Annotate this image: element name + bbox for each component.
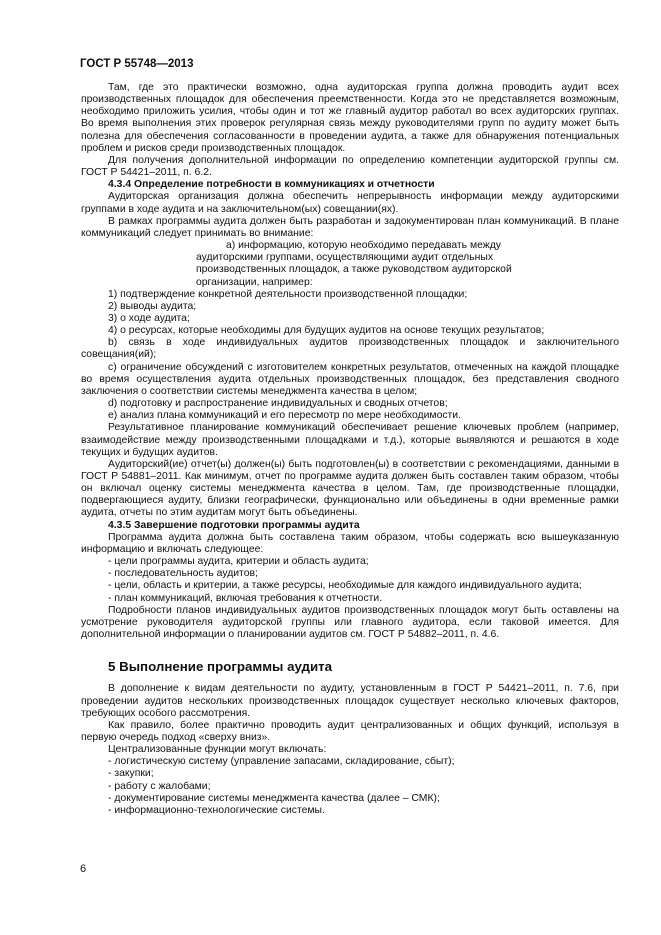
section-heading-5: 5 Выполнение программы аудита: [108, 659, 333, 675]
list-item: - цели программы аудита, критерии и область аудита;: [108, 556, 369, 568]
list-item: e) анализ плана коммуникаций и его пересмотр по мере необходимости.: [108, 410, 461, 422]
list-item: - закупки;: [108, 768, 154, 780]
document-body: [81, 82, 619, 817]
paragraph: Аудиторская организация должна обеспечить непрерывность информации между аудиторскими группами в ходе аудита и на заключительном(ых) совещании(ях).: [81, 191, 619, 215]
item-a-text: а) информацию, которую необходимо передавать между аудиторскими группами, осуществляющими аудит отдельных производственных площадок, а также руководством аудиторской организации, например:: [196, 240, 512, 288]
list-item: 2) выводы аудита;: [108, 300, 197, 312]
list-item: - информационно-технологические системы.: [108, 804, 325, 816]
paragraph-item-a: [196, 240, 524, 289]
list-item: 1) подтверждение конкретной деятельности производственной площадки;: [108, 288, 468, 300]
list-item: - работу с жалобами;: [108, 780, 211, 792]
list-item: d) подготовку и распространение индивидуальных и сводных отчетов;: [108, 398, 448, 410]
document-header: ГОСТ Р 55748—2013: [80, 58, 194, 70]
list-item: - логистическую систему (управление запасами, складирование, сбыт);: [108, 756, 455, 768]
list-item: c) ограничение обсуждений с изготовителем конкретных результатов, отмеченных на каждой площадке во время осуществления аудита отдельных производственных площадок, без представления сводного заключения о соответствии системы менеджмента качества в целом;: [81, 361, 619, 397]
list-item: - документирование системы менеджмента качества (далее – СМК);: [108, 792, 440, 804]
paragraph: В дополнение к видам деятельности по аудиту, установленным в ГОСТ Р 54421–2011, п. 7.6, при проведении аудитов нескольких производственных площадок существует несколько ключевых факторов, требующих особого рассмотрения.: [81, 683, 619, 719]
paragraph: Результативное планирование коммуникаций обеспечивает решение ключевых проблем (например, взаимодействие между производственными площадками и т.д.), которые выявляются и решаются в ходе текущих и будущих аудитов.: [81, 422, 619, 458]
paragraph: Там, где это практически возможно, одна аудиторская группа должна проводить аудит всех производственных площадок для обеспечения преемственности. Когда это не представляется возможным, необходимо приложить усилия, чтобы один и тот же главный аудитор работал во всех аудиторских группах. Во время выполнения этих проверок регулярная связь между руководителями групп по аудиту может быть полезна для обеспечения согласованности в проведении аудита, а также для обнаружения потенциальных проблем и рисков среди производственных площадок.: [81, 82, 619, 154]
list-item: 4) о ресурсах, которые необходимы для будущих аудитов на основе текущих результатов;: [108, 325, 545, 337]
list-item: - последовательность аудитов;: [108, 568, 258, 580]
paragraph: Программа аудита должна быть составлена таким образом, чтобы содержать всю вышеуказанную информацию и включать следующее:: [81, 531, 619, 555]
paragraph: Централизованные функции могут включать:: [108, 744, 327, 756]
subsection-heading-4-3-4: 4.3.4 Определение потребности в коммуникациях и отчетности: [108, 179, 435, 191]
page-number: 6: [80, 863, 87, 875]
paragraph: Для получения дополнительной информации по определению компетенции аудиторской группы см. ГОСТ Р 54421–2011, п. 6.2.: [81, 154, 619, 179]
subsection-heading-4-3-5: 4.3.5 Завершение подготовки программы аудита: [108, 519, 360, 531]
paragraph: В рамках программы аудита должен быть разработан и задокументирован план коммуникаций. В плане коммуникаций следует принимать во внимание:: [81, 215, 619, 239]
list-item: b) связь в ходе индивидуальных аудитов производственных площадок и заключительного совещания(ий);: [81, 337, 619, 361]
paragraph: Как правило, более практично проводить аудит централизованных и общих функций, используя в первую очередь подход «сверху вниз».: [81, 719, 619, 743]
list-item: 3) о ходе аудита;: [108, 312, 190, 324]
list-item: - план коммуникаций, включая требования к отчетности.: [108, 592, 383, 604]
list-item: - цели, область и критерии, а также ресурсы, необходимые для каждого индивидуального аудита;: [108, 580, 582, 592]
paragraph: Подробности планов индивидуальных аудитов производственных площадок могут быть оставлены на усмотрение руководителя аудиторской группы или главного аудитора, если таковой имеется. Для дополнительной информации о планировании аудитов см. ГОСТ Р 54882–2011, п. 4.6.: [81, 604, 619, 641]
paragraph: Аудиторский(ие) отчет(ы) должен(ы) быть подготовлен(ы) в соответствии с рекомендациями, данными в ГОСТ Р 54881–2011. Как минимум, отчет по программе аудита должен быть составлен таким образом, чтобы он включал оценку системы менеджмента качества в целом. Там, где производственные площадки, подвергающиеся аудиту, близки географически, функционально или объединены в одни временные рамки аудита, отчеты по этим аудитам могут быть объединены.: [81, 458, 619, 519]
